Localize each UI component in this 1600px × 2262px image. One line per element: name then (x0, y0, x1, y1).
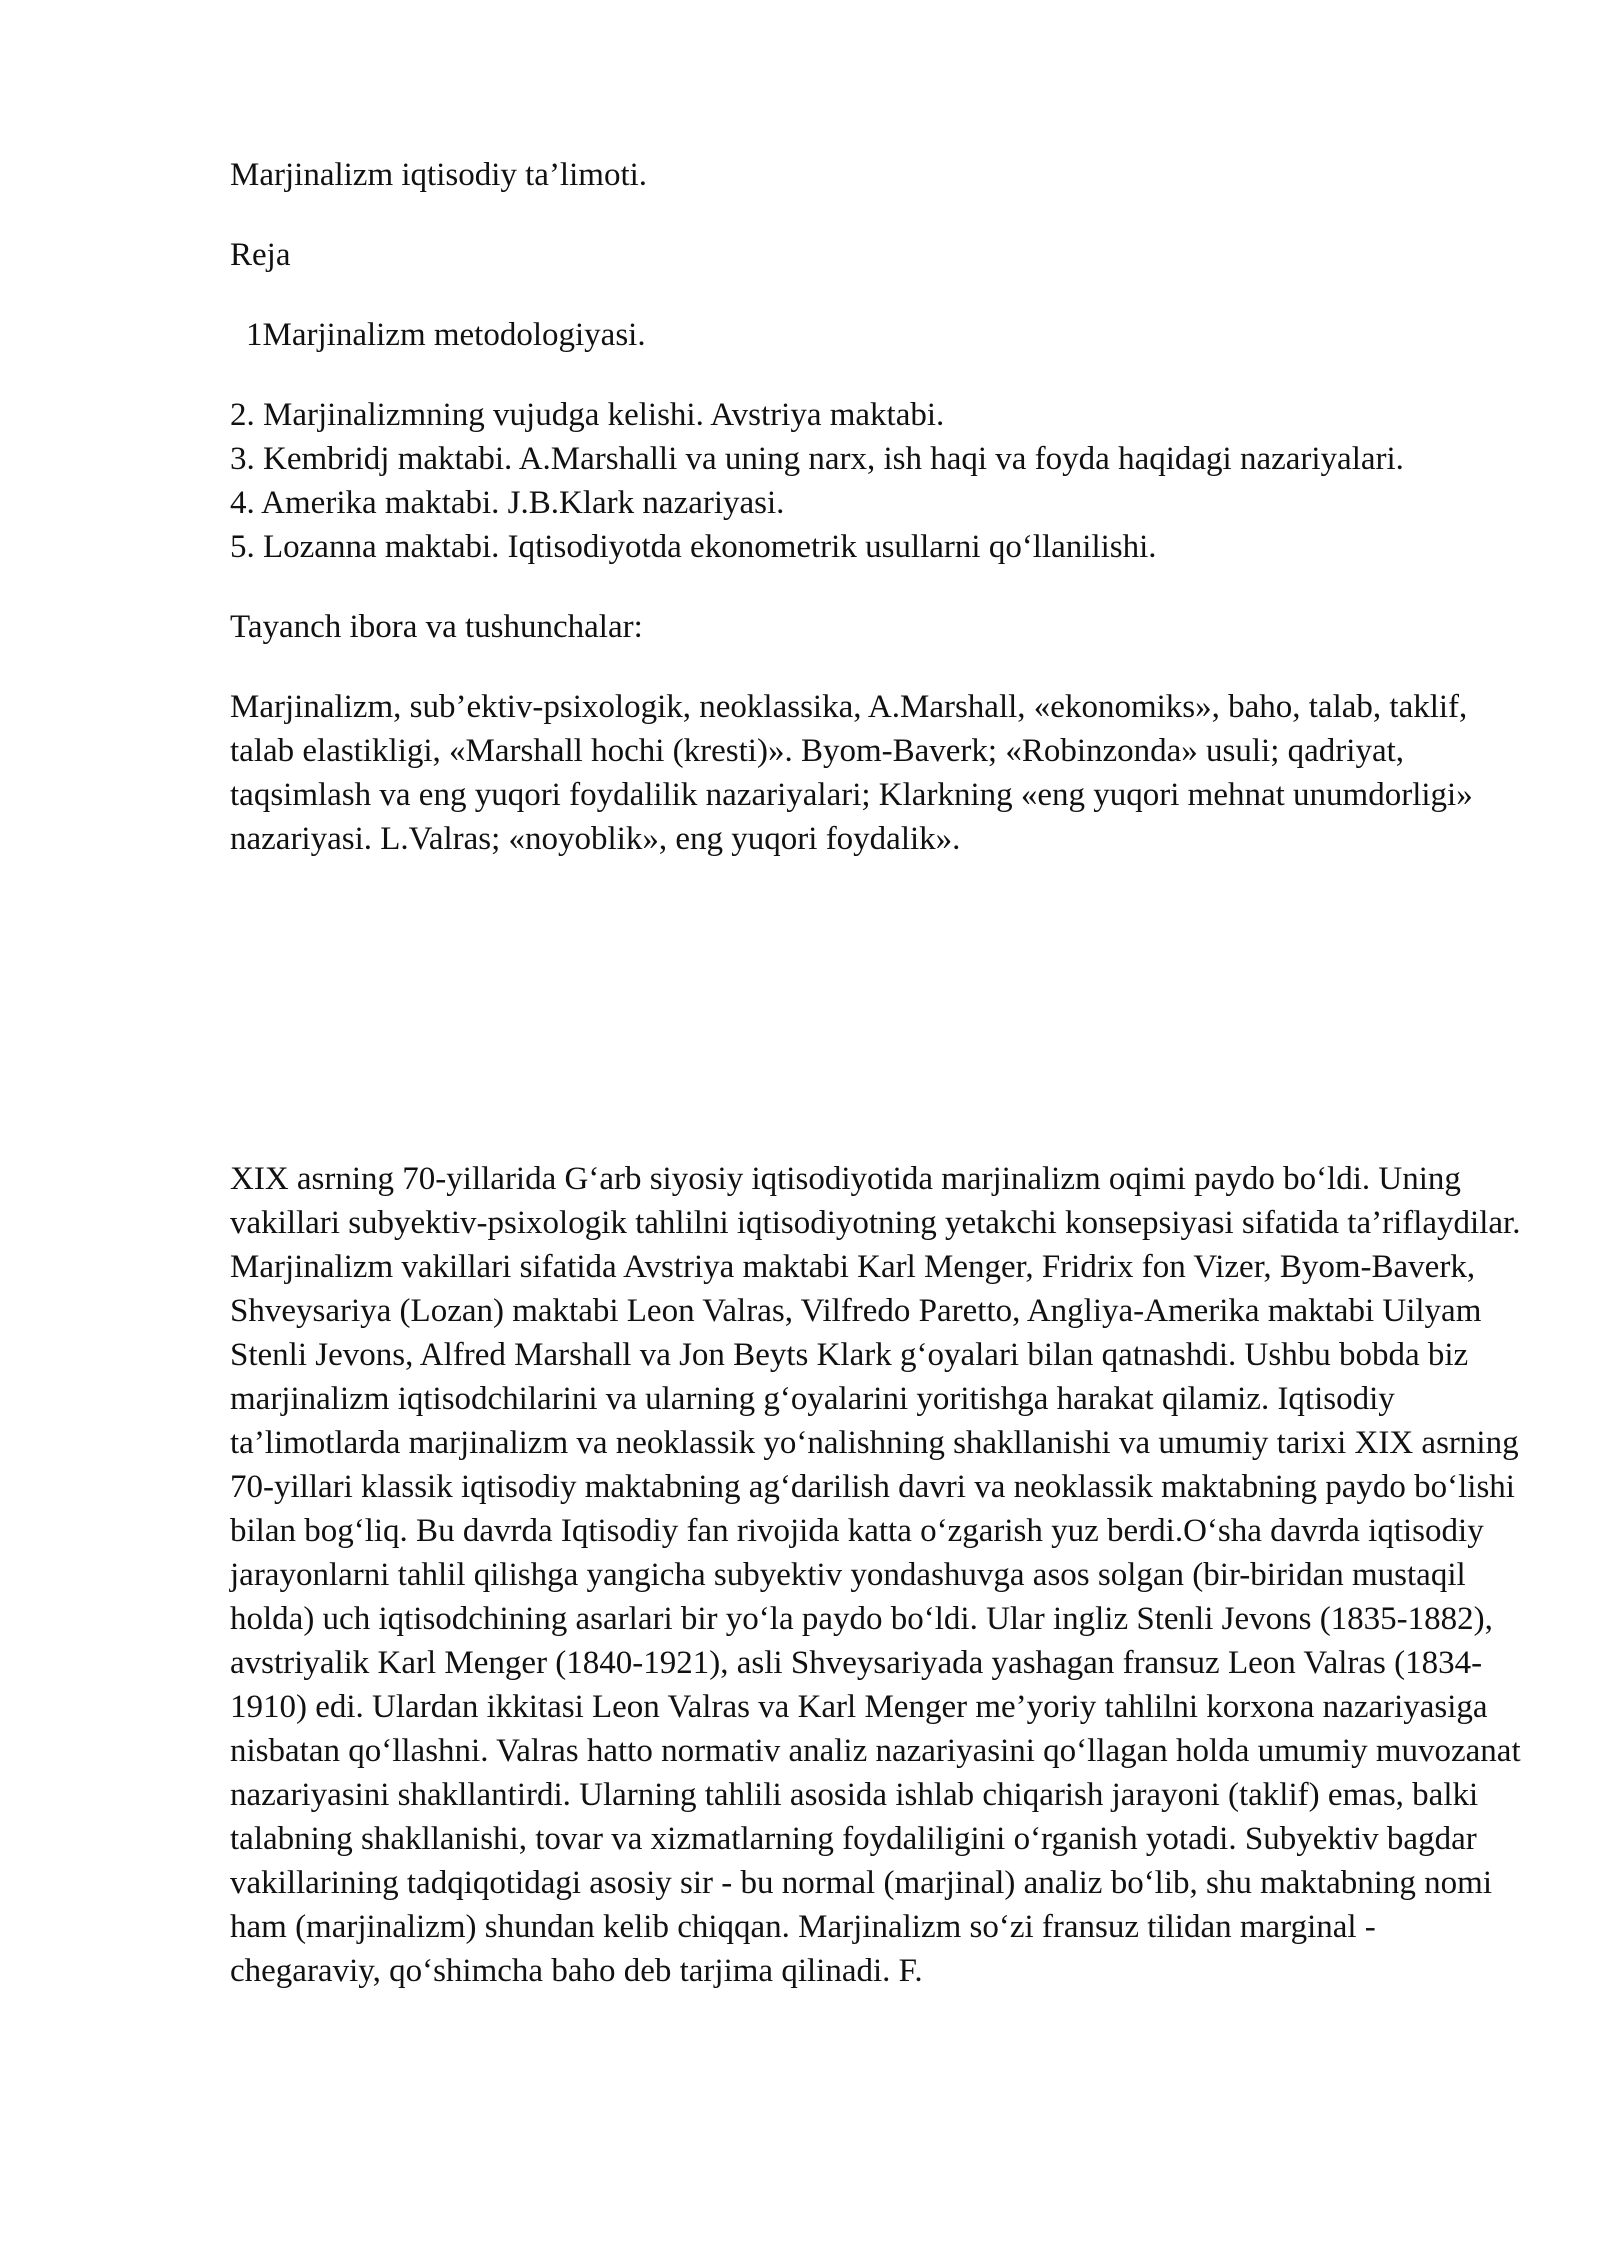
keywords-paragraph: Marjinalizm, sub’ektiv-psixologik, neoklassika, A.Marshall, «ekonomiks», baho, talab, taklif, talab elastikligi, «Marshall hochi (kresti)». Byom-Baverk; «Robinzonda» usuli; qadriyat, taqsimlash va eng yuqori foydalilik nazariyalari; Klarkning «eng yuqori mehnat unumdorligi» nazariyasi. L.Valras; «noyoblik», eng yuqori foydalik». (230, 689, 1473, 857)
plan-item-4: 4. Amerika maktabi. J.B.Klark nazariyasi. (230, 485, 785, 521)
plan-item-1: 1Marjinalizm metodologiyasi. (246, 317, 646, 353)
plan-item-5: 5. Lozanna maktabi. Iqtisodiyotda ekonometrik usullarni qo‘llanilishi. (230, 529, 1157, 565)
main-section (230, 1157, 1530, 1993)
main-paragraph: XIX asrning 70-yillarida G‘arb siyosiy iqtisodiyotida marjinalizm oqimi paydo bo‘ldi. Uning vakillari subyektiv-psixologik tahlilni iqtisodiyotning yetakchi konsepsiyasi sifatida ta’riflaydilar. Marjinalizm vakillari sifatida Avstriya maktabi Karl Menger, Fridrix fon Vizer, Byom-Baverk, Shveysariya (Lozan) maktabi Leon Valras, Vilfredo Paretto, Angliya-Amerika maktabi Uilyam Stenli Jevons, Alfred Marshall va Jon Beyts Klark g‘oyalari bilan qatnashdi. Ushbu bobda biz marjinalizm iqtisodchilarini va ularning g‘oyalarini yoritishga harakat qilamiz. Iqtisodiy ta’limotlarda marjinalizm va neoklassik yo‘nalishning shakllanishi va umumiy tarixi XIX asrning 70-yillari klassik iqtisodiy maktabning ag‘darilish davri va neoklassik maktabning paydo bo‘lishi bilan bog‘liq. Bu davrda Iqtisodiy fan rivojida katta o‘zgarish yuz berdi.O‘sha davrda iqtisodiy jarayonlarni tahlil qilishga yangicha subyektiv yondashuvga asos solgan (bir-biridan mustaqil holda) uch iqtisodchining asarlari bir yo‘la paydo bo‘ldi. Ular ingliz Stenli Jevons (1835-1882), avstriyalik Karl Menger (1840-1921), asli Shveysariyada yashagan fransuz Leon Valras (1834-1910) edi. Ulardan ikkitasi Leon Valras va Karl Menger me’yoriy tahlilni korxona nazariyasiga nisbatan qo‘llashni. Valras hatto normativ analiz nazariyasini qo‘llagan holda umumiy muvozanat nazariyasini shakllantirdi. Ularning tahlili asosida ishlab chiqarish jarayoni (taklif) emas, balki talabning shakllanishi, tovar va xizmatlarning foydaliligini o‘rganish yotadi. Subyektiv bagdar vakillarining tadqiqotidagi asosiy sir - bu normal (marjinal) analiz bo‘lib, shu maktabning nomi ham (marjinalizm) shundan kelib chiqqan. Marjinalizm so‘zi fransuz tilidan marginal - chegaraviy, qo‘shimcha baho deb tarjima qilinadi. F. (230, 1161, 1521, 1989)
plan-item-2: 2. Marjinalizmning vujudga kelishi. Avstriya maktabi. (230, 397, 945, 433)
plan-list (230, 393, 1530, 569)
plan-item-3: 3. Kembridj maktabi. A.Marshalli va uning narx, ish haqi va foyda haqidagi nazariyalari. (230, 441, 1404, 477)
document-title: Marjinalizm iqtisodiy ta’limoti. (230, 157, 648, 193)
keywords-heading: Tayanch ibora va tushunchalar: (230, 609, 643, 645)
front-section (230, 153, 1530, 861)
plan-heading: Reja (230, 237, 291, 273)
